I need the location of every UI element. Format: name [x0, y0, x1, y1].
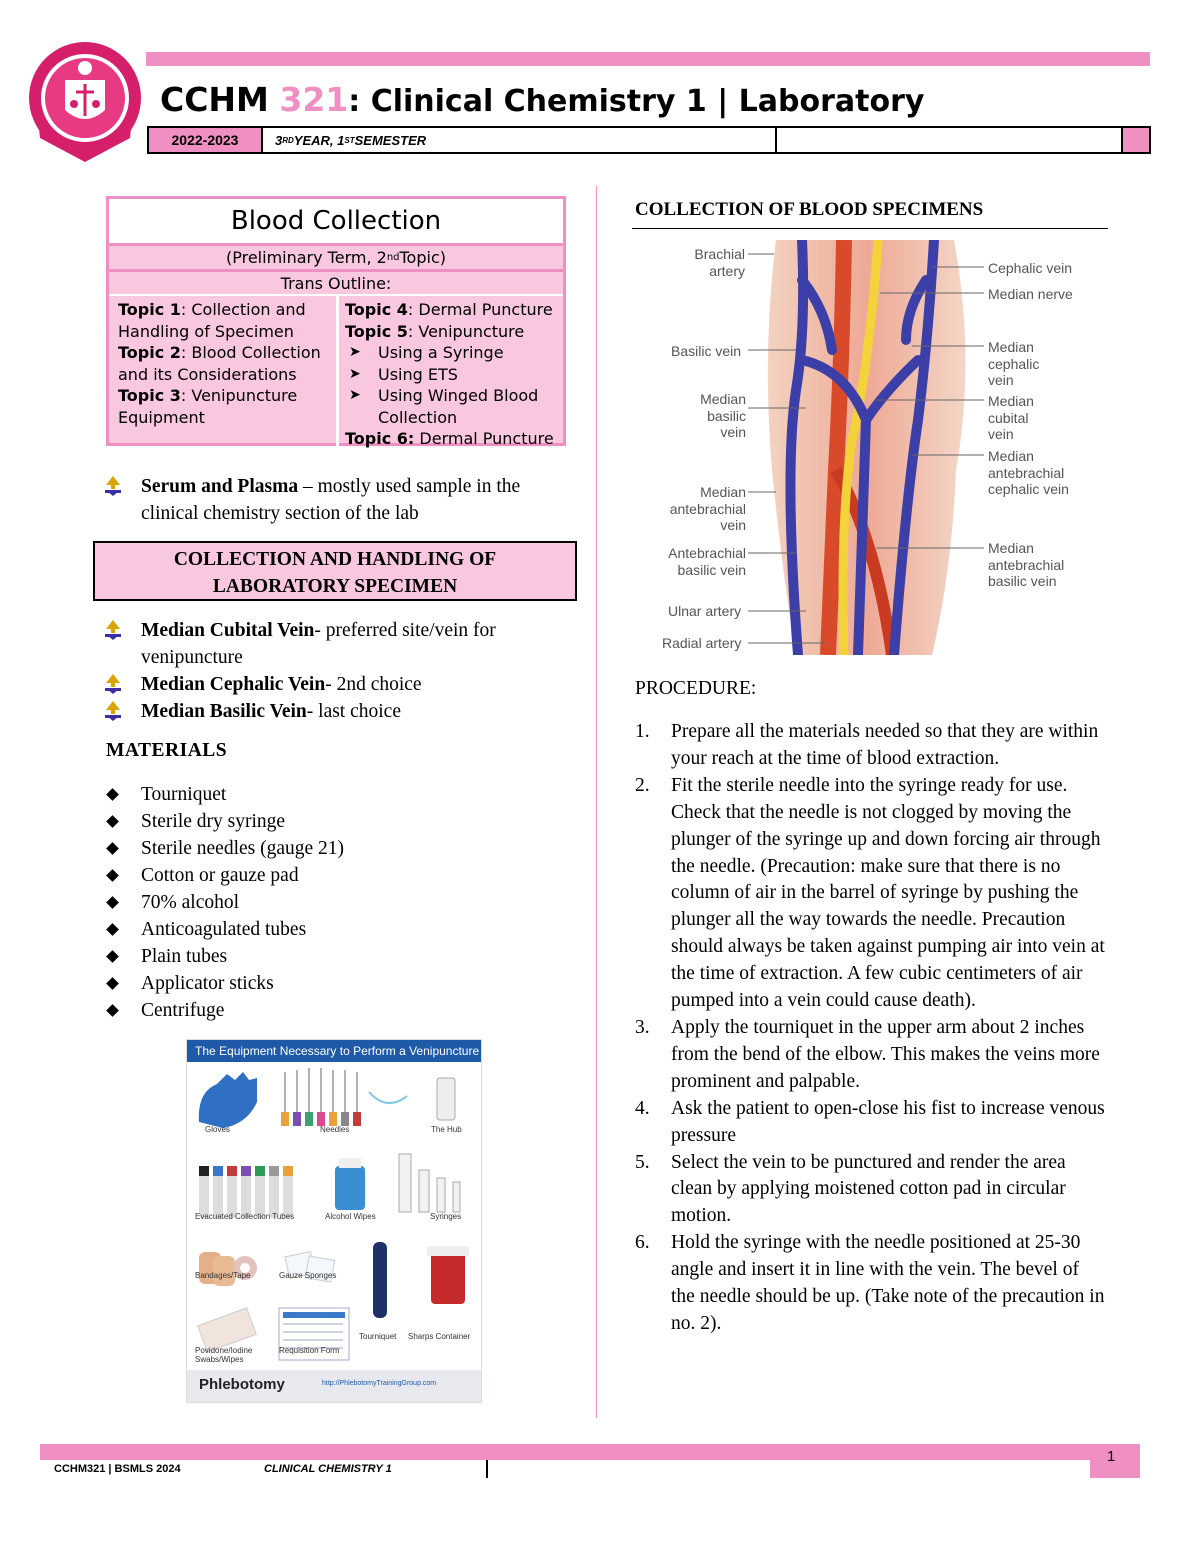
outline-topic-5: Topic 5: Venipuncture: [345, 321, 525, 341]
equipment-figure: [186, 1039, 482, 1403]
footer-row: [40, 1460, 1140, 1478]
equipment-label: Requisition Form: [279, 1346, 340, 1355]
equipment-label: The Hub: [431, 1125, 462, 1134]
university-seal: [26, 40, 144, 164]
label-basilic-vein: Basilic vein: [671, 343, 742, 359]
footer-subject: CLINICAL CHEMISTRY 1: [264, 1460, 488, 1478]
page-number: 1: [1107, 1448, 1116, 1465]
label-median-cubital-vein: Median cubital vein: [988, 393, 1034, 442]
equipment-label: Evacuated Collection Tubes: [195, 1212, 295, 1221]
phlebotomy-url: http://PhlebotomyTrainingGroup.com: [322, 1380, 437, 1387]
equipment-label: Syringes: [430, 1212, 462, 1221]
footer-bar: [40, 1444, 1140, 1460]
equipment-footer: [187, 1370, 481, 1402]
procedure-step: 5. Select the vein to be punctured and render the area clean by applying moistened cotton pad in circular motion.: [635, 1151, 1066, 1227]
outline-subitem: ➤ Using ETS: [349, 364, 458, 384]
material-item: Centrifuge: [106, 997, 344, 1024]
material-item: Tourniquet: [106, 781, 344, 808]
vein-item: Median Basilic Vein- last choice: [141, 698, 561, 725]
material-item: 70% alcohol: [106, 889, 344, 916]
materials-list: [106, 781, 344, 1024]
equipment-figure-title: The Equipment Necessary to Perform a Venipuncture: [187, 1040, 481, 1062]
label-cephalic-vein: Cephalic vein: [988, 260, 1073, 276]
procedure-list: [635, 719, 1105, 1338]
procedure-step: 3. Apply the tourniquet in the upper arm about 2 inches from the bend of the elbow. This makes the veins more prominent and palpable.: [635, 1016, 1100, 1092]
vein-item: Median Cephalic Vein- 2nd choice: [141, 671, 561, 698]
label-ulnar-artery: Ulnar artery: [668, 603, 742, 619]
label-median-basilic-vein: Median basilic vein: [700, 391, 746, 440]
outline-topic-3: Topic 3: Venipuncture Equipment: [118, 386, 298, 427]
equipment-label: Gloves: [205, 1125, 230, 1134]
arrow-bullet-icon: [105, 620, 121, 640]
academic-year: 2022-2023: [149, 128, 263, 152]
arrow-bullet-icon: [105, 476, 121, 496]
outline-topic-2: Topic 2: Blood Collection and its Considerations: [118, 343, 321, 384]
outline-subtitle: (Preliminary Term, 2 nd Topic): [109, 246, 563, 272]
procedure-step: 2. Fit the sterile needle into the syringe ready for use. Check that the needle is not clogged by moving the plunger of the syringe up and down forcing air through the needle. (Precaution: make sure that there is no column of air in the barrel of syringe by pushing the plunger all the way towards the needle. Precaution should always be taken against pumping air into vein at the time of extraction. A few cubic centimeters of air pumped into a vein could cause death).: [635, 774, 1105, 1012]
procedure-heading: PROCEDURE:: [635, 678, 757, 699]
label-median-cephalic-vein: Median cephalic vein: [988, 339, 1040, 388]
semester: 3 RD YEAR, 1 ST SEMESTER: [263, 128, 777, 152]
label-median-antebrachial-vein: Median antebrachial vein: [669, 484, 746, 533]
label-median-antebrachial-basilic-vein: Median antebrachial basilic vein: [988, 540, 1065, 589]
intro-bullet: Serum and Plasma – mostly used sample in the clinical chemistry section of the lab: [141, 473, 571, 527]
equipment-label: Tourniquet: [359, 1332, 397, 1341]
footer-course: CCHM321 | BSMLS 2024: [54, 1463, 181, 1475]
procedure-step: 4. Ask the patient to open-close his fist to increase venous pressure: [635, 1097, 1105, 1146]
header-top-bar: [146, 52, 1150, 66]
outline-title: Blood Collection: [109, 199, 563, 246]
label-antebrachial-basilic-vein: Antebrachial basilic vein: [668, 545, 746, 578]
label-brachial-artery: Brachial artery: [694, 246, 745, 279]
material-item: Applicator sticks: [106, 970, 344, 997]
arrow-bullet-icon: [105, 674, 121, 694]
material-item: Anticoagulated tubes: [106, 916, 344, 943]
column-divider: [596, 186, 597, 1418]
equipment-label: Povidone/Iodine Swabs/Wipes: [195, 1346, 253, 1364]
equipment-label: Bandages/Tape: [195, 1271, 251, 1280]
label-radial-artery: Radial artery: [662, 635, 742, 651]
arrow-bullet-icon: [105, 701, 121, 721]
vein-item: Median Cubital Vein- preferred site/vein for venipuncture: [141, 617, 561, 671]
procedure-step: 1. Prepare all the materials needed so that they are within your reach at the time of blood extraction.: [635, 721, 1099, 769]
course-title: CCHM 321: Clinical Chemistry 1 | Laboratory: [160, 80, 925, 119]
material-item: Plain tubes: [106, 943, 344, 970]
material-item: Sterile dry syringe: [106, 808, 344, 835]
outline-topic-1: Topic 1: Collection and Handling of Specimen: [118, 300, 306, 341]
equipment-label: Alcohol Wipes: [325, 1212, 376, 1221]
outline-subitem: ➤ Using Winged Blood Collection: [349, 386, 539, 427]
material-item: Sterile needles (gauge 21): [106, 835, 344, 862]
label-median-nerve: Median nerve: [988, 286, 1073, 302]
title-underline: [632, 228, 1108, 229]
arm-anatomy-figure: [656, 240, 1096, 655]
equipment-label: Needles: [320, 1125, 350, 1134]
section-heading-collection: COLLECTION AND HANDLING OF LABORATORY SPECIMEN: [93, 541, 577, 601]
procedure-step: 6. Hold the syringe with the needle positioned at 25-30 angle and insert it in line with the vein. The bevel of the needle should be up. (Take note of the precaution in no. 2).: [635, 1232, 1105, 1334]
outline-left-col: [109, 296, 339, 450]
header-info-row: [147, 126, 1151, 154]
outline-label: Trans Outline:: [109, 272, 563, 296]
materials-heading: MATERIALS: [106, 740, 228, 761]
phlebotomy-logo: Phlebotomy: [199, 1376, 285, 1393]
equipment-label: Gauze Sponges: [279, 1271, 337, 1280]
equipment-label: Sharps Container: [408, 1332, 471, 1341]
outline-right-col: [339, 296, 563, 450]
outline-topic-6: Topic 6: Dermal Puncture: [345, 429, 554, 448]
trans-outline-box: [106, 196, 566, 446]
label-median-antebrachial-cephalic-vein: Median antebrachial cephalic vein: [988, 448, 1069, 497]
outline-topic-4: Topic 4: Dermal Puncture: [345, 300, 553, 319]
outline-subitem: ➤ Using a Syringe: [349, 343, 504, 362]
material-item: Cotton or gauze pad: [106, 862, 344, 889]
right-section-title: COLLECTION OF BLOOD SPECIMENS: [635, 199, 984, 220]
